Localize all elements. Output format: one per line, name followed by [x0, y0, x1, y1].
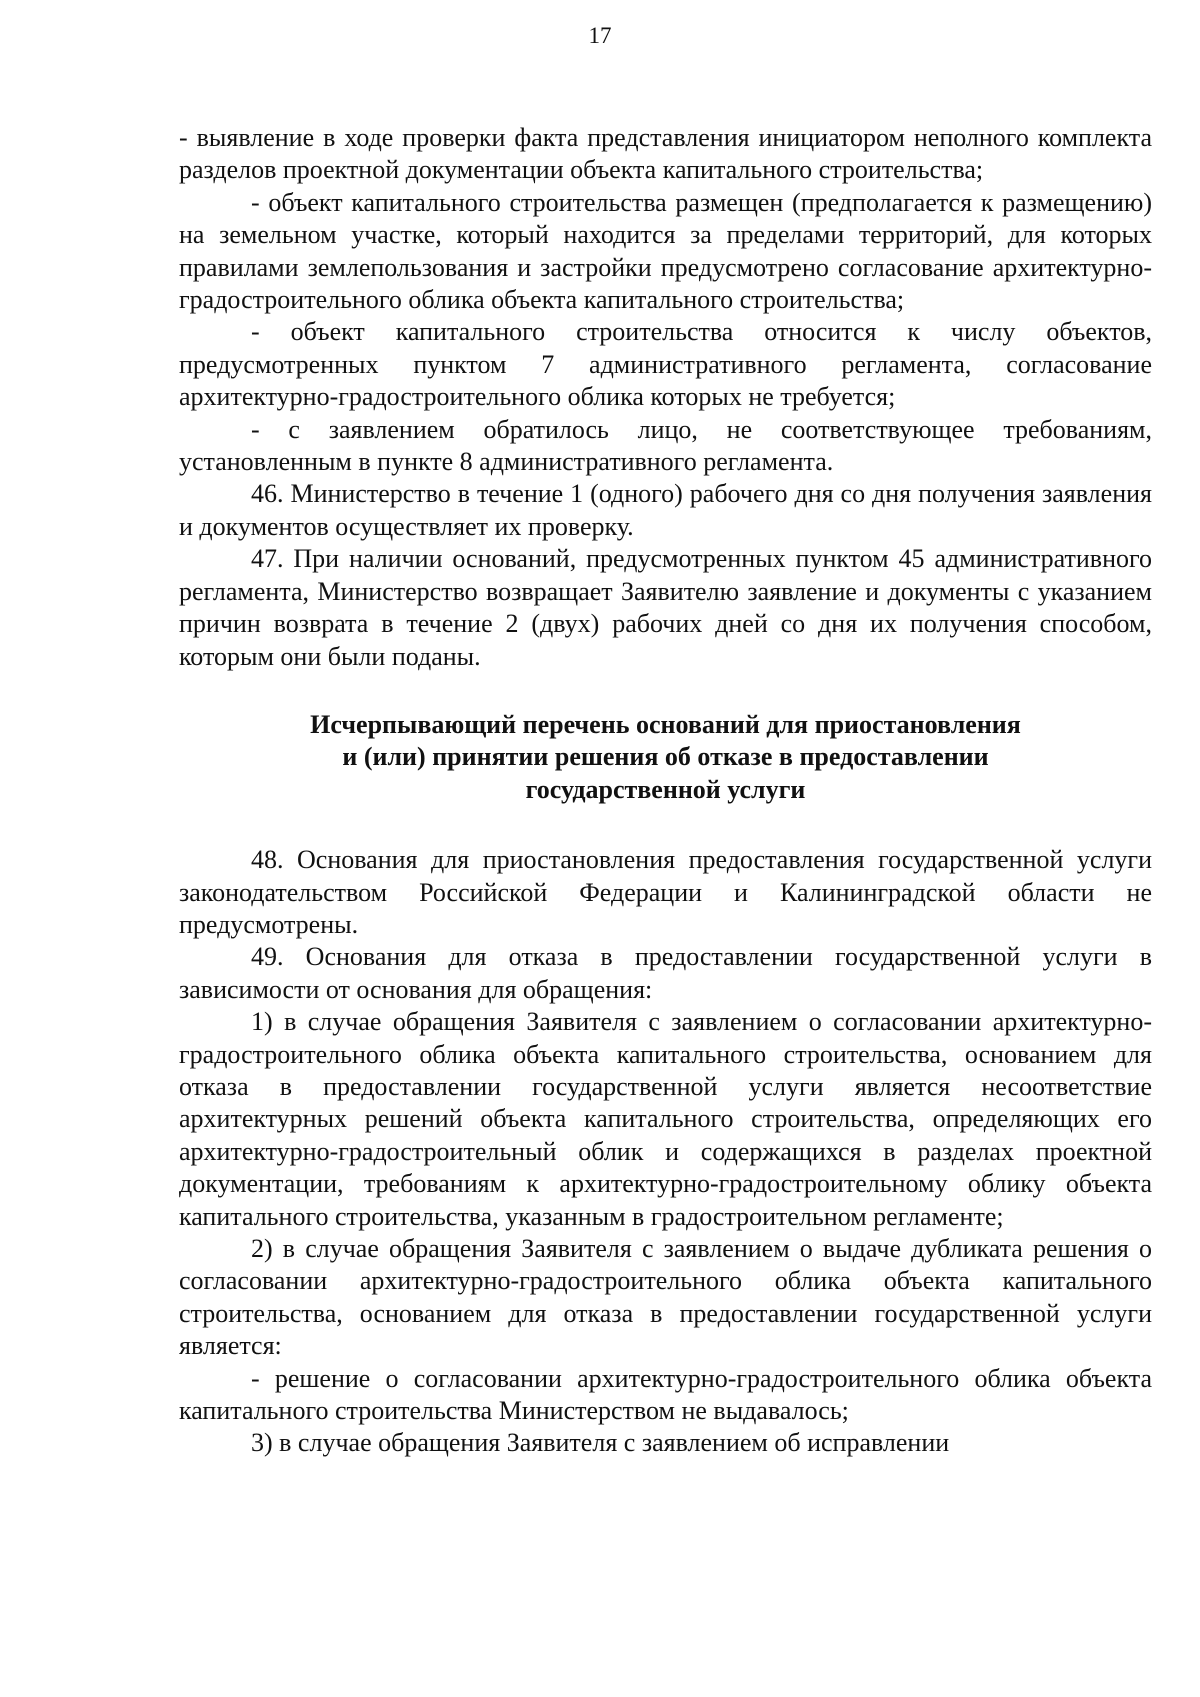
paragraph: - выявление в ходе проверки факта представления инициатором неполного комплекта разделов проектной документации объекта капитального строительства; — [179, 123, 1152, 185]
paragraph: - объект капитального строительства относится к числу объектов, предусмотренных пунктом 7 административного регламента, согласование архитектурно-градостроительного облика которых не требуется; — [179, 317, 1152, 412]
paragraph: 3) в случае обращения Заявителя с заявлением об исправлении — [251, 1428, 950, 1458]
paragraph: 47. При наличии оснований, предусмотренных пунктом 45 административного регламента, Министерство возвращает Заявителю заявление и документы с указанием причин возврата в течение 2 (двух) рабочих дней со дня их получения способом, которым они были поданы. — [179, 544, 1152, 671]
paragraph: 1) в случае обращения Заявителя с заявлением о согласовании архитектурно-градостроительного облика объекта капитального строительства, основанием для отказа в предоставлении государственной услуги является несоответствие архитектурных решений объекта капитального строительства, определяющих его архитектурно-градостроительный облик и содержащихся в разделах проектной документации, требованиям к архитектурно-градостроительному облику объекта капитального строительства, указанным в градостроительном регламенте; — [179, 1007, 1152, 1231]
paragraphs-top — [179, 122, 1152, 673]
document-body — [179, 122, 1152, 1460]
paragraph: - с заявлением обратилось лицо, не соответствующее требованиям, установленным в пункте 8 административного регламента. — [179, 414, 1152, 477]
paragraph: 2) в случае обращения Заявителя с заявлением о выдаче дубликата решения о согласовании архитектурно-градостроительного облика объекта капитального строительства, основанием для отказа в предоставлении государственной услуги является: — [179, 1234, 1152, 1361]
section-heading-line: Исчерпывающий перечень оснований для приостановления — [310, 709, 1021, 739]
section-heading — [179, 709, 1152, 806]
paragraph: 48. Основания для приостановления предоставления государственной услуги законодательством Российской Федерации и Калининградской области не предусмотрены. — [179, 845, 1152, 939]
section-heading-line: и (или) принятии решения об отказе в предоставлении — [342, 742, 989, 772]
paragraph: 46. Министерство в течение 1 (одного) рабочего дня со дня получения заявления и документов осуществляет их проверку. — [179, 479, 1152, 541]
section-heading-line: государственной услуги — [525, 774, 806, 804]
page-number: 17 — [588, 23, 612, 48]
paragraph: - решение о согласовании архитектурно-градостроительного облика объекта капитального строительства Министерством не выдавалось; — [179, 1363, 1152, 1426]
paragraph: 49. Основания для отказа в предоставлении государственной услуги в зависимости от основания для обращения: — [179, 942, 1152, 1004]
paragraphs-bottom — [179, 844, 1152, 1460]
paragraph: - объект капитального строительства размещен (предполагается к размещению) на земельном участке, который находится за пределами территорий, для которых правилами землепользования и застройки предусмотрено согласование архитектурно-градостроительного облика объекта капитального строительства; — [179, 187, 1152, 315]
